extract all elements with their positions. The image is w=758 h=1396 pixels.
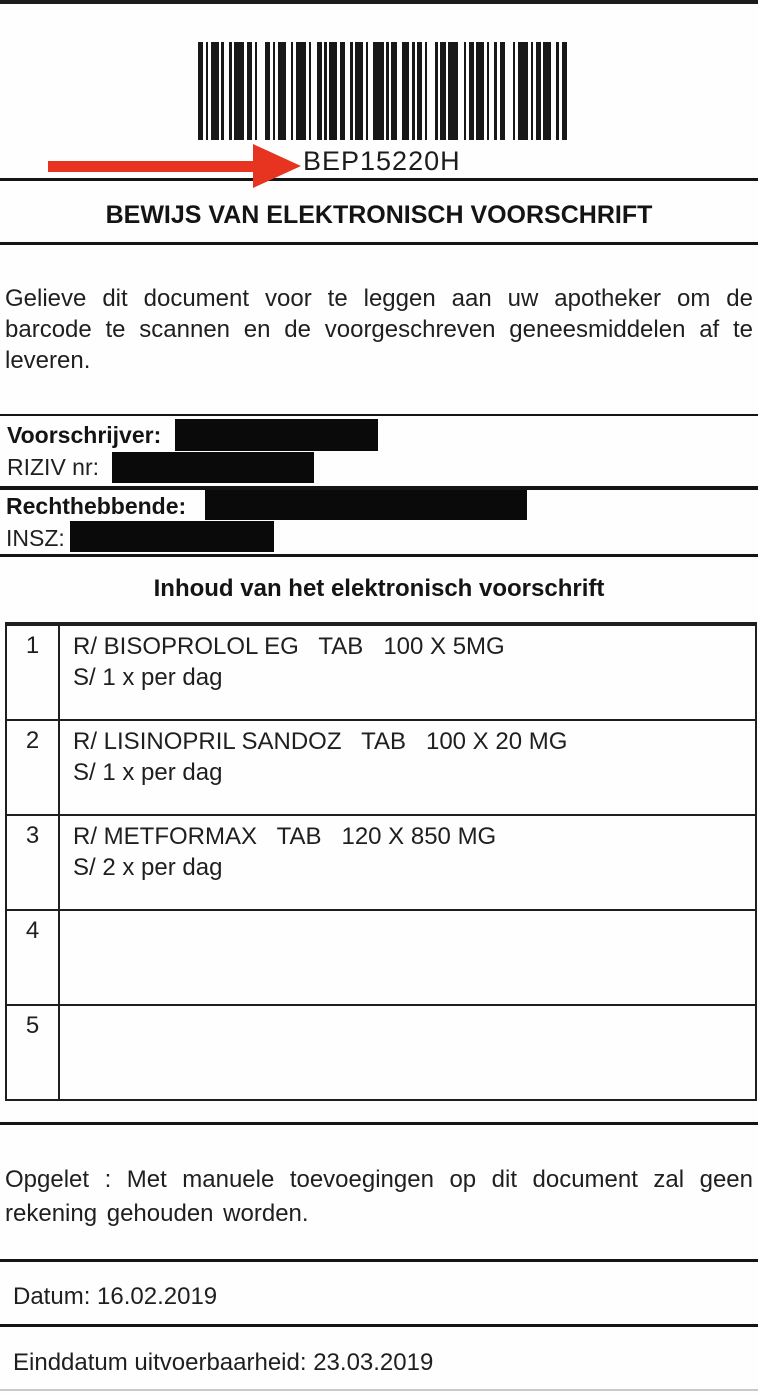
beneficiary-label: Rechthebbende: [6,493,187,519]
dosage-line: S/ 1 x per dag [73,664,223,691]
beneficiary-name-redaction [205,490,527,520]
scan-edge-line [0,1389,758,1391]
date-line [13,1283,217,1311]
barcode-value: BEP15220H [303,146,461,176]
divider [0,178,758,181]
prescription-table [5,622,757,1101]
intro-paragraph: Gelieve dit document voor te leggen aan uw apotheker om de barcode te scannen en de voorgeschreven geneesmiddelen af te leveren. [5,285,753,374]
row-content [60,911,755,1004]
table-row [7,816,755,911]
insz-number-redaction [70,521,274,552]
dosage-line: S/ 2 x per dag [73,854,223,881]
page-title: BEWIJS VAN ELEKTRONISCH VOORSCHRIFT [105,201,653,229]
row-number: 1 [7,626,60,719]
end-date-line [13,1349,433,1377]
divider [0,1122,758,1125]
end-date-label: Einddatum uitvoerbaarheid: [13,1349,307,1376]
date-label: Datum: [13,1283,91,1310]
row-content [60,1006,755,1099]
scan-edge-bar [0,0,758,4]
dosage-line: S/ 1 x per dag [73,759,223,786]
end-date-value: 23.03.2019 [313,1349,434,1376]
riziv-number-redaction [112,452,314,483]
warning-paragraph: Opgelet : Met manuele toevoegingen op dit document zal geen rekening gehouden worden. [5,1166,753,1227]
table-row [7,626,755,721]
divider [0,1324,758,1327]
row-content [60,816,755,909]
date-value: 16.02.2019 [97,1283,218,1310]
table-row [7,721,755,816]
row-number: 3 [7,816,60,909]
divider [0,554,758,557]
prescriber-name-redaction [175,419,378,451]
medication-line: R/ BISOPROLOL EG TAB 100 X 5MG [73,633,505,660]
prescriber-label: Voorschrijver: [7,422,162,448]
row-number: 4 [7,911,60,1004]
divider [0,242,758,245]
row-number: 2 [7,721,60,814]
red-arrow-head-icon [253,144,301,188]
red-arrow-icon [48,161,254,172]
row-content [60,721,755,814]
table-row [7,1006,755,1099]
divider [0,1259,758,1262]
riziv-label: RIZIV nr: [7,454,100,480]
row-content [60,626,755,719]
medication-line: R/ METFORMAX TAB 120 X 850 MG [73,823,497,850]
row-number: 5 [7,1006,60,1099]
divider [0,414,758,416]
insz-label: INSZ: [6,525,65,551]
medication-line: R/ LISINOPRIL SANDOZ TAB 100 X 20 MG [73,728,568,755]
contents-heading: Inhoud van het elektronisch voorschrift [153,575,605,602]
table-row [7,911,755,1006]
barcode [198,42,567,140]
